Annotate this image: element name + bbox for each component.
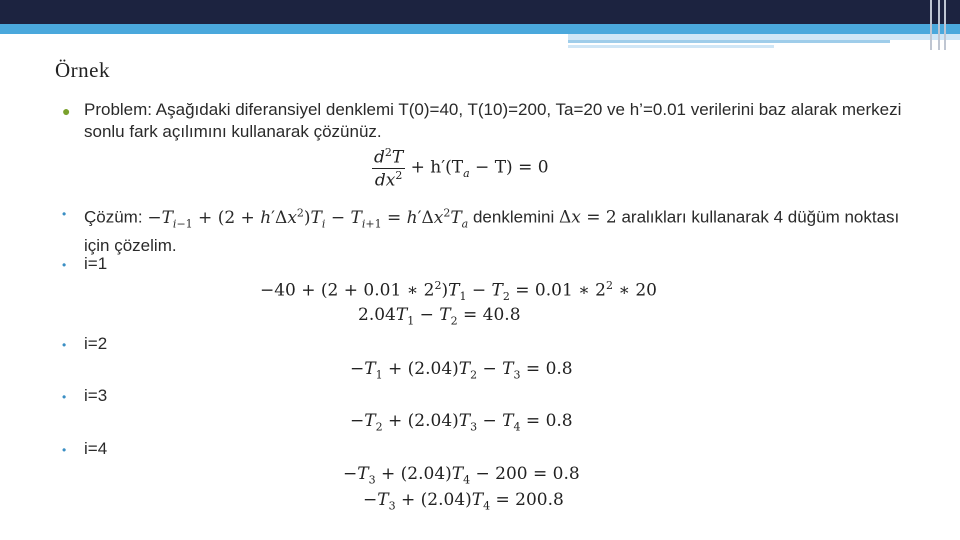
top-accent-bar xyxy=(0,24,960,34)
differential-equation: $\frac{d^2T}{dx^2}$ + $h'(T_a - T) = 0$ xyxy=(374,146,549,191)
accent-stripe xyxy=(568,40,890,43)
problem-text: Problem: Aşağıdaki diferansiyel denklemi T(0)=40, T(10)=200, Ta=20 ve h’=0.01 verilerini baz alarak merkezi sonlu fark açılımını kullanarak çözünüz. xyxy=(84,100,902,141)
bullet-icon: • xyxy=(62,443,67,457)
corner-line xyxy=(938,0,940,50)
de-tail2: − T) = 0 xyxy=(475,157,549,178)
second-derivative-fraction: $\frac{d^2T}{dx^2}$ xyxy=(374,146,404,191)
bullet-icon: ● xyxy=(62,103,71,119)
bullet-icon: • xyxy=(62,258,67,272)
top-bar xyxy=(0,0,960,24)
solution-prefix: Çözüm: xyxy=(84,207,143,227)
dx-value: Δx = 2 xyxy=(558,207,617,228)
bullet-icon: • xyxy=(62,390,67,404)
equation-i1-simplified: $2.04T_1 - T_2 = 40.8$ xyxy=(358,305,521,328)
step-label: i=3 xyxy=(84,386,108,405)
equation-i4-simplified: $-T_3 + (2.04)T_4 = 200.8$ xyxy=(363,490,564,513)
step-label: i=2 xyxy=(84,334,108,353)
solution-text xyxy=(84,202,924,257)
equation-i4: $-T_3 + (2.04)T_4 - 200 = 0.8$ xyxy=(343,464,580,487)
solution-suffix: aralıkları kullanarak 4 düğüm noktası için çözelim. xyxy=(84,207,900,256)
de-tail: + h′(T xyxy=(410,157,464,178)
equation-i1: −40 + (2 + 0.01 ∗ $2^2)T_1 - T_2 = 0.01$ ∗ $2^2$ ∗ 20 xyxy=(260,279,657,304)
step-label: i=1 xyxy=(84,254,108,273)
equation-i3: $-T_2 + (2.04)T_3 - T_4 = 0.8$ xyxy=(350,411,573,434)
equation-i2: $-T_1 + (2.04)T_2 - T_3 = 0.8$ xyxy=(350,359,573,382)
step-label: i=4 xyxy=(84,439,108,458)
slide-title: Örnek xyxy=(55,58,110,82)
bullet-icon: • xyxy=(62,338,67,352)
corner-line xyxy=(944,0,946,50)
corner-line xyxy=(930,0,932,50)
solution-mid: denklemini xyxy=(472,207,555,227)
bullet-icon: • xyxy=(62,207,67,221)
difference-equation: $-T_{i-1} + (2 + h'\Delta x^2)T_i - T_{i+1} = h'\Delta x^2T_a$ xyxy=(147,206,469,231)
accent-stripe xyxy=(568,45,774,48)
